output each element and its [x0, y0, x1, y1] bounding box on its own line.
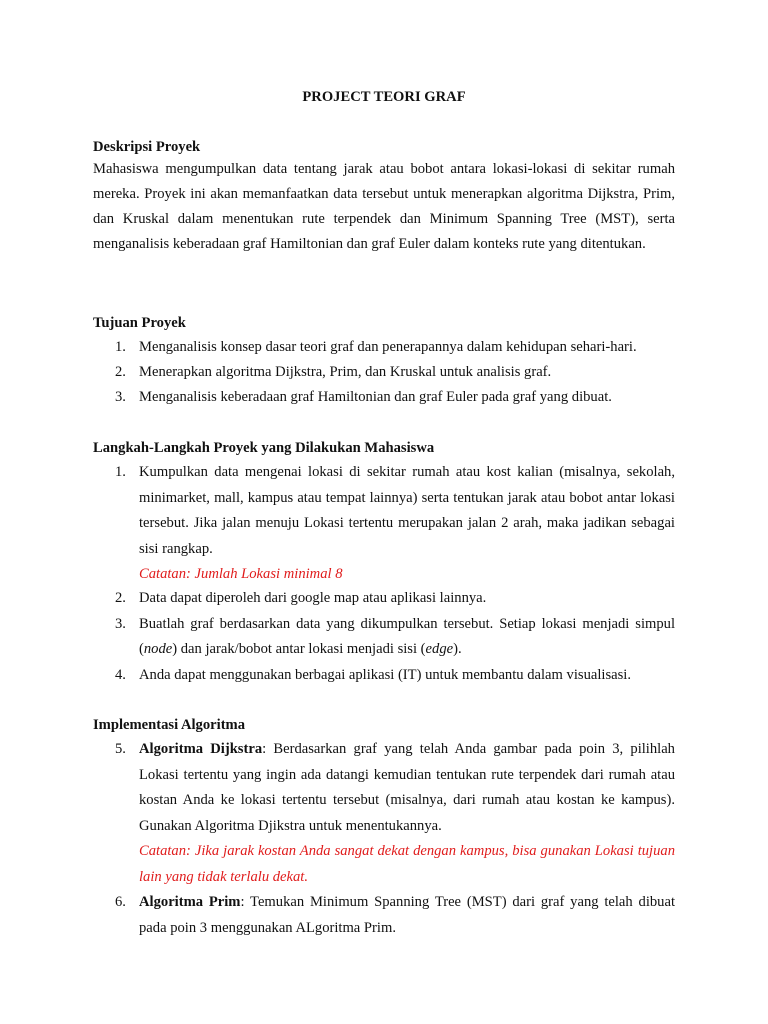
- edge-term: edge: [425, 641, 454, 657]
- algorithm-label: Algoritma Prim: [139, 894, 241, 910]
- list-number: 2.: [115, 364, 126, 380]
- list-number: 4.: [115, 666, 126, 683]
- langkah-list: [93, 460, 675, 688]
- node-term: node: [143, 641, 173, 657]
- section-langkah: [93, 439, 675, 688]
- list-number: 3.: [115, 615, 126, 632]
- implementasi-heading: Implementasi Algoritma: [93, 717, 246, 733]
- deskripsi-paragraph: Mahasiswa mengumpulkan data tentang jarak atau bobot antara lokasi-lokasi di sekitar rumah mereka. Proyek ini akan memanfaatkan data tersebut untuk menerapkan algoritma Dijkstra, Prim, dan Kruskal dalam menentukan rute terpendek dan Minimum Spanning Tree (MST), serta menganalisis keberadaan graf Hamiltonian dan graf Euler dalam konteks rute yang ditentukan.: [93, 161, 675, 252]
- langkah-item: [93, 612, 675, 663]
- list-number: 6.: [115, 894, 126, 910]
- list-item-text: : Berdasarkan graf yang telah Anda gambar pada poin 3, pilihlah Lokasi tertentu yang ingin ada datangi kemudian tentukan rute terpendek dari rumah atau kostan Anda ke lokasi tertentu tersebut (misalnya, dari rumah atau kostan ke kampus). Gunakan Algoritma Djikstra untuk menentukannya.: [139, 741, 675, 834]
- list-item-text-b: ) dan jarak/bobot antar lokasi menjadi sisi (: [172, 641, 426, 657]
- implementasi-item: [93, 737, 675, 890]
- list-item-text: : Temukan Minimum Spanning Tree (MST) dari graf yang telah dibuat pada poin 3 menggunakan ALgoritma Prim.: [139, 894, 675, 936]
- list-item-text: Menganalisis keberadaan graf Hamiltonian dan graf Euler pada graf yang dibuat.: [139, 389, 612, 405]
- section-implementasi: [93, 716, 675, 941]
- note-text: Catatan: Jika jarak kostan Anda sangat dekat dengan kampus, bisa gunakan Lokasi tujuan lain yang tidak terlalu dekat.: [139, 843, 675, 885]
- list-item-text: Menerapkan algoritma Dijkstra, Prim, dan Kruskal untuk analisis graf.: [139, 364, 552, 380]
- langkah-item: [93, 460, 675, 586]
- list-number: 3.: [115, 389, 126, 405]
- langkah-item: [93, 663, 675, 689]
- note-text: Catatan: Jumlah Lokasi minimal 8: [139, 566, 343, 582]
- list-item-text: Data dapat diperoleh dari google map atau aplikasi lainnya.: [139, 590, 487, 606]
- deskripsi-heading: Deskripsi Proyek: [93, 139, 201, 155]
- section-tujuan: [93, 314, 675, 410]
- tujuan-item: [93, 335, 675, 360]
- list-number: 5.: [115, 741, 126, 757]
- list-number: 1.: [115, 339, 126, 355]
- document-title: PROJECT TEORI GRAF: [302, 89, 466, 105]
- algorithm-label: Algoritma Dijkstra: [139, 741, 263, 757]
- list-item-text: Menganalisis konsep dasar teori graf dan penerapannya dalam kehidupan sehari-hari.: [139, 339, 637, 355]
- implementasi-item: [93, 890, 675, 941]
- langkah-heading: Langkah-Langkah Proyek yang Dilakukan Mahasiswa: [93, 440, 435, 456]
- tujuan-item: [93, 385, 675, 410]
- list-item-text: Kumpulkan data mengenai lokasi di sekitar rumah atau kost kalian (misalnya, sekolah, minimarket, mall, kampus atau tempat lainnya) serta tentukan jarak atau bobot antar lokasi tersebut. Jika jalan menuju Lokasi tertentu merupakan jalan 2 arah, maka jadikan sebagai sisi rangkap.: [139, 464, 675, 557]
- list-item-text: Anda dapat menggunakan berbagai aplikasi (IT) untuk membantu dalam visualisasi.: [139, 666, 631, 683]
- implementasi-list: [93, 737, 675, 941]
- tujuan-list: [93, 335, 675, 410]
- langkah-item: [93, 586, 675, 612]
- list-number: 1.: [115, 464, 126, 480]
- section-deskripsi: [93, 138, 675, 257]
- tujuan-heading: Tujuan Proyek: [93, 315, 186, 331]
- tujuan-item: [93, 360, 675, 385]
- list-item-text-a: Buatlah graf berdasarkan data yang dikumpulkan tersebut. Setiap lokasi menjadi simpul (: [139, 615, 675, 657]
- list-number: 2.: [115, 590, 126, 606]
- list-item-text-c: ).: [453, 641, 462, 657]
